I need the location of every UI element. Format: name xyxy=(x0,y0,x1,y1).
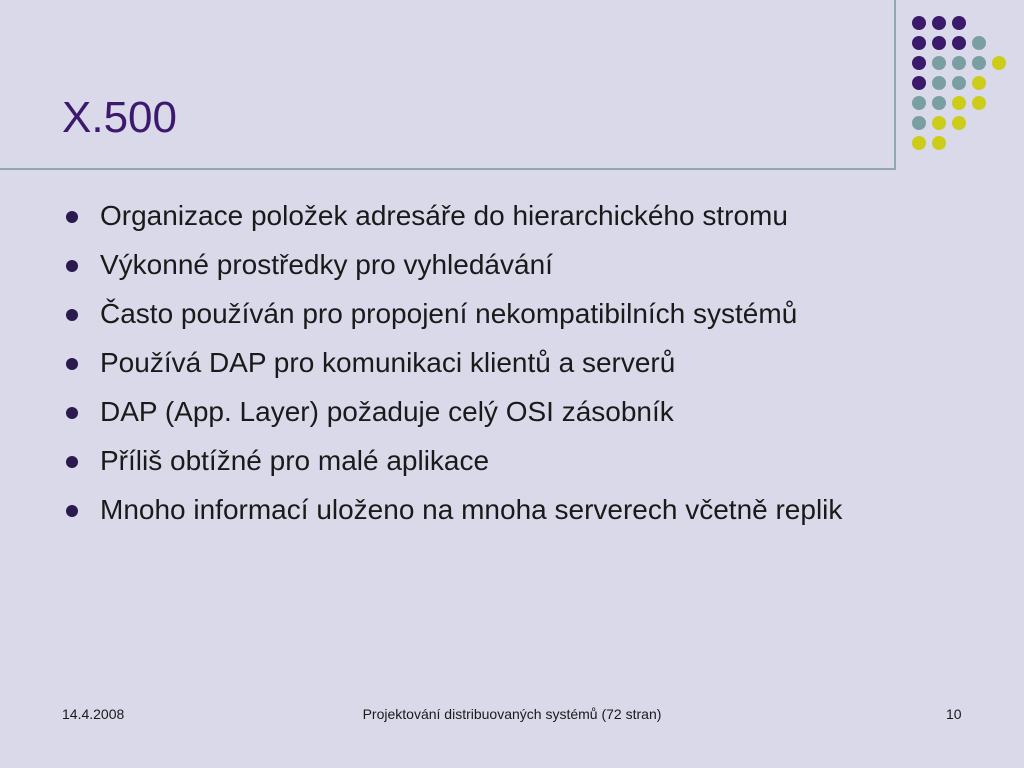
bullet-text: DAP (App. Layer) požaduje celý OSI zásobník xyxy=(100,396,674,427)
page-number: 10 xyxy=(946,706,962,722)
list-item xyxy=(62,441,862,481)
bullet-icon xyxy=(66,358,78,370)
bullet-text: Organizace položek adresáře do hierarchického stromu xyxy=(100,200,788,231)
decorative-dot-yellow xyxy=(952,96,966,110)
decorative-dot-teal xyxy=(932,96,946,110)
decorative-dot-teal xyxy=(932,76,946,90)
bullet-text: Výkonné prostředky pro vyhledávání xyxy=(100,249,553,280)
list-item xyxy=(62,392,862,432)
bullet-icon xyxy=(66,309,78,321)
footer-title: Projektování distribuovaných systémů (72 stran) xyxy=(362,706,662,722)
bullet-text: Používá DAP pro komunikaci klientů a serverů xyxy=(100,347,676,378)
decorative-dot-yellow xyxy=(972,96,986,110)
list-item xyxy=(62,245,862,285)
bullet-icon xyxy=(66,505,78,517)
vertical-divider xyxy=(894,0,896,170)
decorative-dot-purple xyxy=(952,16,966,30)
slide-title: X.500 xyxy=(62,93,177,142)
decorative-dot-teal xyxy=(912,96,926,110)
decorative-dot-yellow xyxy=(912,136,926,150)
decorative-dot-yellow xyxy=(952,116,966,130)
list-item xyxy=(62,490,862,530)
decorative-dot-teal xyxy=(972,36,986,50)
decorative-dot-yellow xyxy=(932,116,946,130)
decorative-dot-teal xyxy=(952,56,966,70)
bullet-icon xyxy=(66,456,78,468)
bullet-text: Mnoho informací uloženo na mnoha serverech včetně replik xyxy=(100,494,843,525)
decorative-dot-purple xyxy=(932,16,946,30)
bullet-list xyxy=(62,196,862,539)
list-item xyxy=(62,196,862,236)
decorative-dot-purple xyxy=(912,76,926,90)
list-item xyxy=(62,343,862,383)
decorative-dot-yellow xyxy=(932,136,946,150)
title-underline xyxy=(0,168,896,170)
bullet-text: Často používán pro propojení nekompatibilních systémů xyxy=(100,298,798,329)
bullet-icon xyxy=(66,260,78,272)
decorative-dot-teal xyxy=(912,116,926,130)
list-item xyxy=(62,294,862,334)
decorative-dot-teal xyxy=(972,56,986,70)
decorative-dot-purple xyxy=(912,16,926,30)
decorative-dot-yellow xyxy=(992,56,1006,70)
decorative-dot-grid xyxy=(0,0,1024,170)
decorative-dot-purple xyxy=(952,36,966,50)
decorative-dot-purple xyxy=(912,56,926,70)
decorative-dot-teal xyxy=(932,56,946,70)
bullet-icon xyxy=(66,211,78,223)
decorative-dot-teal xyxy=(952,76,966,90)
footer-date: 14.4.2008 xyxy=(62,706,125,722)
bullet-text: Příliš obtížné pro malé aplikace xyxy=(100,445,490,476)
bullet-icon xyxy=(66,407,78,419)
decorative-dot-purple xyxy=(932,36,946,50)
decorative-dot-purple xyxy=(912,36,926,50)
decorative-dot-yellow xyxy=(972,76,986,90)
